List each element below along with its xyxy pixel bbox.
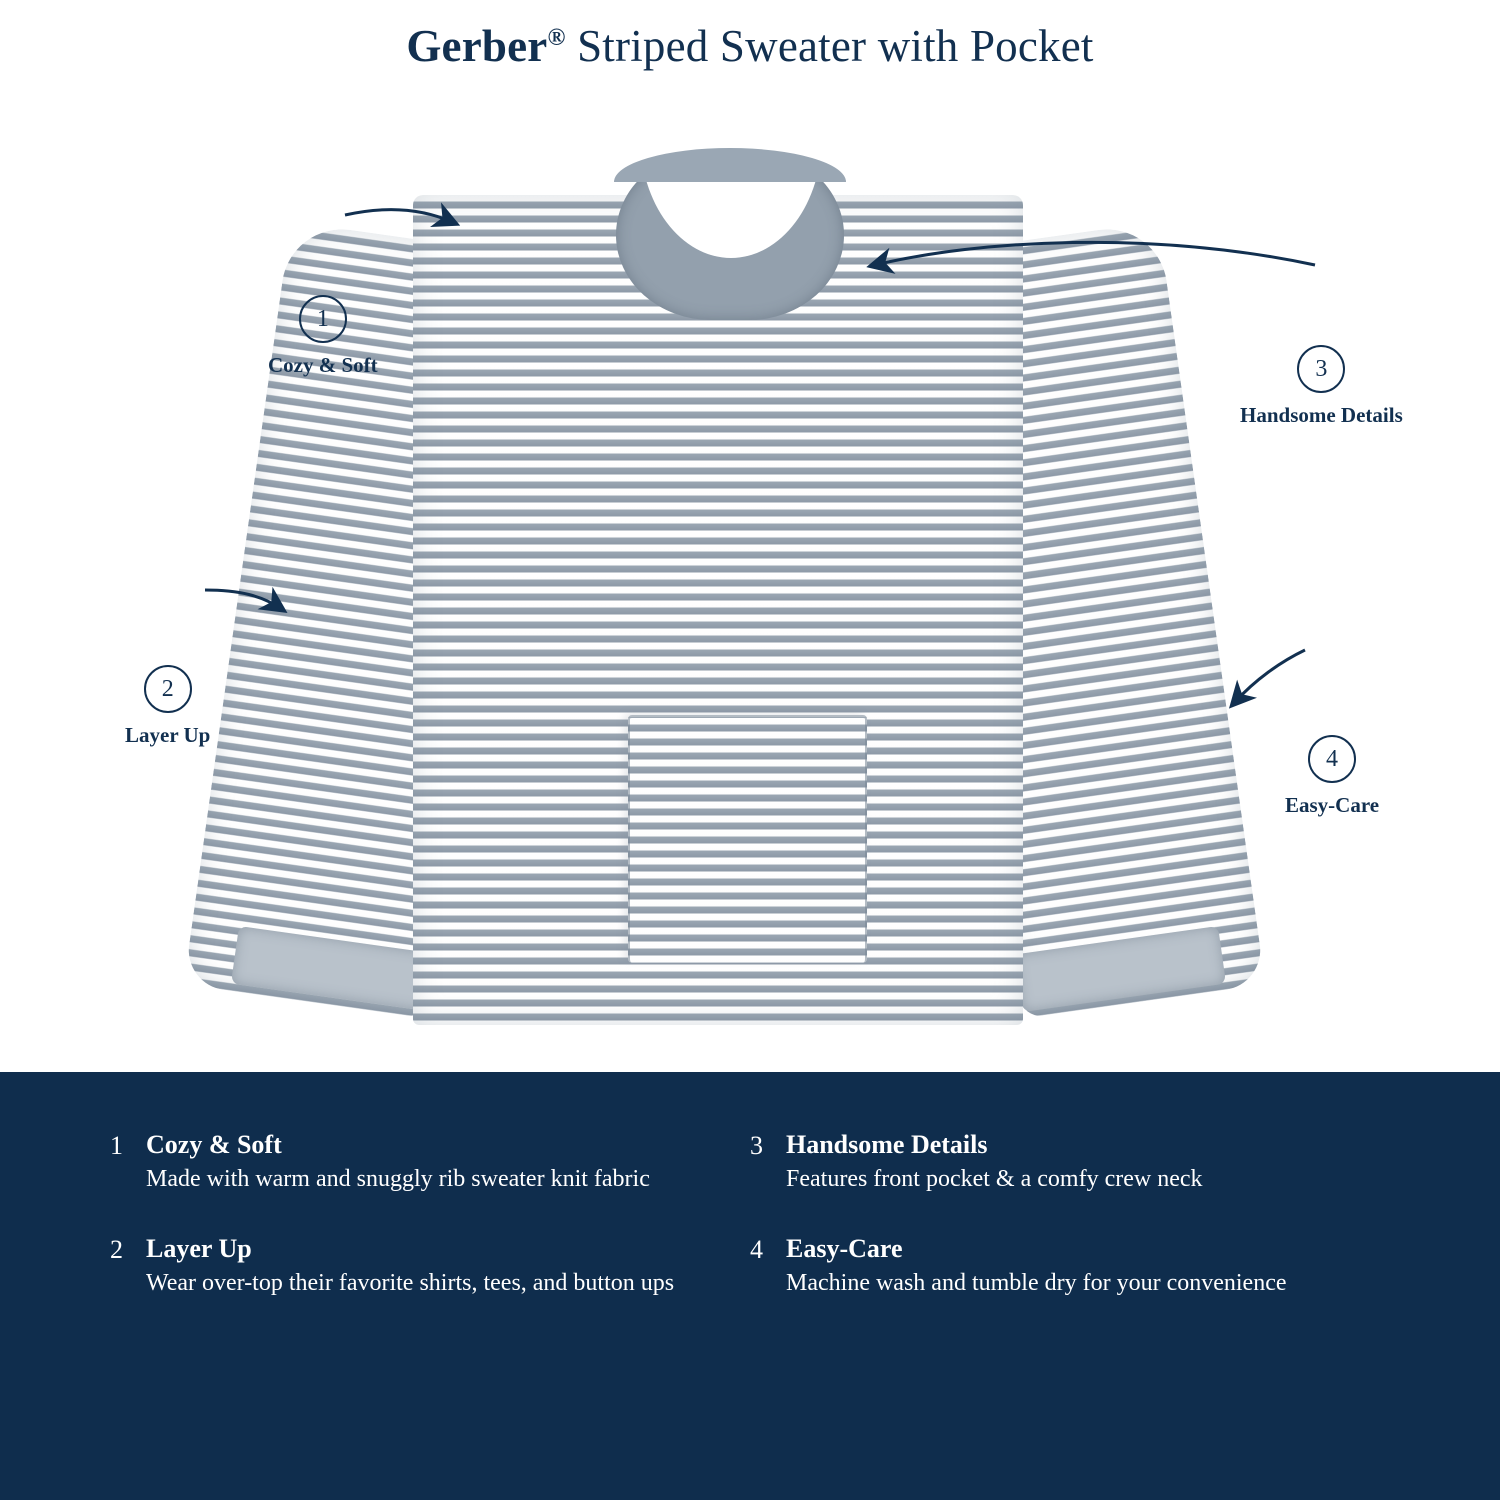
callout-2-badge: 2 xyxy=(144,665,192,713)
callout-4-label: Easy-Care xyxy=(1285,793,1380,817)
brand-name: Gerber xyxy=(406,21,548,71)
callout-1 xyxy=(268,295,378,378)
feature-3-body xyxy=(786,1130,1203,1194)
callout-2 xyxy=(125,665,210,748)
feature-1-title: Cozy & Soft xyxy=(146,1130,282,1159)
registered-mark: ® xyxy=(547,25,566,51)
feature-2-body xyxy=(146,1234,674,1298)
feature-1-description: Made with warm and snuggly rib sweater knit fabric xyxy=(146,1165,650,1192)
sweater-illustration xyxy=(228,140,1288,1030)
feature-3-description: Features front pocket & a comfy crew neck xyxy=(786,1165,1203,1192)
feature-2-number: 2 xyxy=(110,1234,123,1264)
features-grid xyxy=(110,1130,1450,1298)
feature-4-title: Easy-Care xyxy=(786,1233,903,1263)
front-pocket xyxy=(628,715,867,963)
feature-2-title: Layer Up xyxy=(146,1233,252,1263)
features-footer xyxy=(0,1072,1500,1500)
callout-3-badge: 3 xyxy=(1297,345,1345,393)
feature-item-2 xyxy=(110,1234,750,1298)
feature-item-1 xyxy=(110,1130,750,1194)
feature-1-number: 1 xyxy=(110,1131,123,1160)
callout-1-label: Cozy & Soft xyxy=(268,353,378,377)
feature-1-body xyxy=(146,1130,650,1194)
page-title xyxy=(0,20,1500,72)
product-image-area xyxy=(0,110,1500,1070)
feature-item-3 xyxy=(750,1130,1450,1194)
feature-3-title: Handsome Details xyxy=(786,1130,988,1159)
feature-3-number: 3 xyxy=(750,1131,763,1160)
callout-3-label: Handsome Details xyxy=(1240,403,1403,427)
feature-4-description: Machine wash and tumble dry for your convenience xyxy=(786,1269,1287,1296)
feature-4-body xyxy=(786,1234,1287,1298)
callout-4-badge: 4 xyxy=(1308,735,1356,783)
callout-4 xyxy=(1285,735,1379,818)
callout-2-label: Layer Up xyxy=(125,723,211,747)
callout-1-badge: 1 xyxy=(299,295,347,343)
feature-2-description: Wear over-top their favorite shirts, tees, and button ups xyxy=(146,1269,675,1296)
title-rest: Striped Sweater with Pocket xyxy=(565,21,1094,71)
feature-item-4 xyxy=(750,1234,1450,1298)
feature-4-number: 4 xyxy=(750,1234,763,1264)
callout-3 xyxy=(1240,345,1403,428)
